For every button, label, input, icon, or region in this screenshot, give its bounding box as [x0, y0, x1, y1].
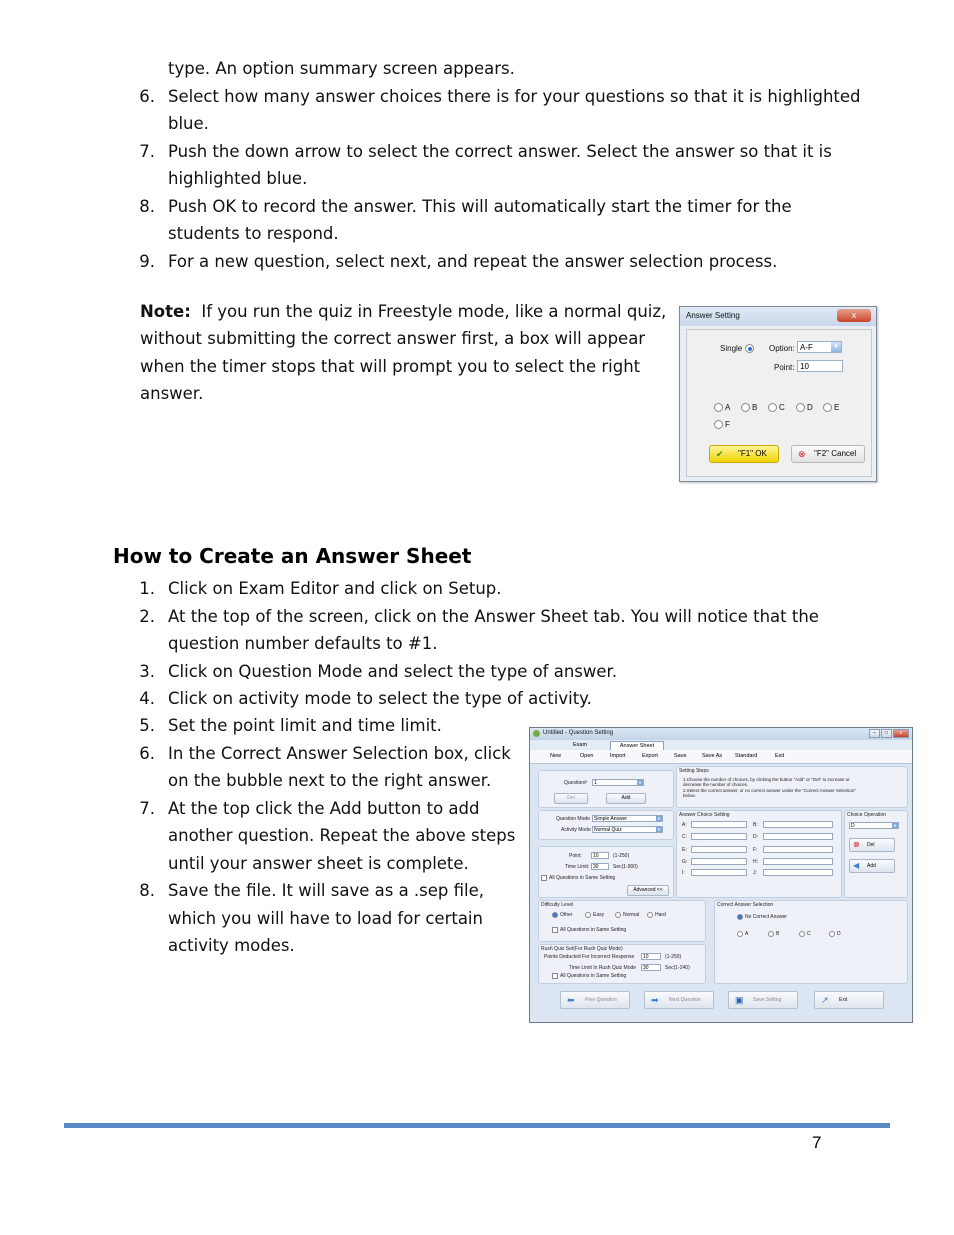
choice-input-d[interactable] [763, 833, 833, 840]
single-radio[interactable] [745, 344, 754, 353]
question-select[interactable] [592, 779, 644, 786]
step-text: Click on activity mode to select the type of activity. [168, 689, 592, 708]
step-text: another question. Repeat the above steps [168, 826, 516, 845]
correct-option: C [807, 931, 811, 937]
difficulty-option: Normal [623, 912, 640, 918]
setting-steps-line: decrease the number of choices. [683, 782, 749, 787]
choice-input-a[interactable] [691, 821, 747, 828]
arrow-left-icon: ◀ [853, 861, 860, 870]
correct-option: D [837, 931, 841, 937]
step-text: Select how many answer choices there is for your questions so that it is highlighted [168, 87, 861, 106]
all-same-label: All Questions in Same Setting [549, 875, 616, 881]
rush-time-input[interactable]: 30 [641, 964, 661, 971]
difficulty-title: Difficulty Level [541, 902, 574, 908]
dialog-body [686, 329, 872, 477]
arrow-right-icon: ➡ [651, 995, 659, 1005]
step-text: activity modes. [168, 936, 295, 955]
menu-new[interactable]: New [550, 753, 562, 759]
answer-choice-title: Answer Choice Setting [679, 812, 730, 818]
rush-time-label: Time Limit In Rush Quiz Mode [569, 965, 637, 971]
choice-radio-b[interactable] [741, 403, 750, 412]
choice-op-select[interactable] [849, 822, 899, 829]
step-text: Save the file. It will save as a .sep file, [168, 881, 485, 900]
step-text: In the Correct Answer Selection box, click [168, 744, 511, 763]
step-text: question number defaults to #1. [168, 634, 438, 653]
step-number: 2. [139, 607, 155, 626]
note-line: when the timer stops that will prompt you to select the right [140, 357, 641, 376]
window-title-bar [530, 728, 912, 740]
setting-steps-line: 1.Choose the number of choices, by clicking the button "Add" or "Del" to increase or [683, 777, 850, 782]
activity-mode-select[interactable] [592, 826, 663, 833]
choice-input-h[interactable] [763, 858, 833, 865]
difficulty-all-same-checkbox[interactable] [552, 927, 558, 933]
step-text: on the bubble next to the right answer. [168, 771, 492, 790]
option-select[interactable] [797, 341, 842, 353]
minimize-icon[interactable]: – [869, 729, 880, 738]
all-same-checkbox[interactable] [541, 875, 547, 881]
menu-save-as[interactable]: Save As [702, 753, 723, 759]
no-correct-radio[interactable] [737, 914, 743, 920]
choice-radio-d[interactable] [796, 403, 805, 412]
choice-letter: A: [682, 822, 687, 828]
question-value: 1 [594, 780, 597, 786]
advanced-button[interactable]: Advanced << [627, 885, 669, 896]
note-line: answer. [140, 384, 204, 403]
question-mode-label: Question Mode [556, 816, 590, 822]
step-number: 6. [139, 744, 155, 763]
next-question-button[interactable] [644, 991, 714, 1009]
maximize-icon[interactable]: □ [881, 729, 892, 738]
difficulty-option: Other [560, 912, 573, 918]
step-text: which you will have to load for certain [168, 909, 483, 928]
correct-answer-panel [714, 900, 908, 984]
menu-exit[interactable]: Exit [775, 753, 785, 759]
setting-steps-title: Setting Steps [679, 768, 709, 774]
choice-label: C [779, 403, 785, 412]
window-controls [869, 729, 909, 738]
note-label: Note: [140, 302, 191, 321]
save-setting-button[interactable] [728, 991, 798, 1009]
single-label: Single [720, 344, 743, 353]
menu-open[interactable]: Open [580, 753, 594, 759]
point-label: Point: [569, 853, 582, 859]
save-icon: ▣ [735, 995, 744, 1005]
page-number: 7 [812, 1133, 822, 1152]
difficulty-radio-hard[interactable] [647, 912, 653, 918]
choice-letter: J: [753, 870, 757, 876]
chevron-down-icon[interactable]: ▼ [657, 827, 661, 832]
step-number: 8. [139, 881, 155, 900]
menu-standard[interactable]: Standard [735, 753, 758, 759]
close-icon[interactable]: x [893, 729, 909, 738]
prev-question-button[interactable] [560, 991, 630, 1009]
choice-input-g[interactable] [691, 858, 747, 865]
choice-letter: I: [682, 870, 685, 876]
chevron-down-icon[interactable]: ▼ [893, 823, 897, 828]
difficulty-radio-easy[interactable] [585, 912, 591, 918]
correct-radio-c[interactable] [799, 931, 805, 937]
choice-label: D [807, 403, 813, 412]
step-number: 7. [139, 142, 155, 161]
step-text: For a new question, select next, and repeat the answer selection process. [168, 252, 778, 271]
choice-label: A [725, 403, 731, 412]
answer-setting-dialog [679, 306, 877, 482]
choice-add-label: Add [867, 863, 876, 869]
choice-input-i[interactable] [691, 869, 747, 876]
menu-import[interactable]: Import [610, 753, 626, 759]
step-text: highlighted blue. [168, 169, 308, 188]
difficulty-all-same-label: All Questions in Same Setting [560, 927, 627, 933]
rush-points-label: Points Deducted For Incorrect Response [544, 954, 635, 960]
option-label: Option: [769, 344, 795, 353]
difficulty-radio-normal[interactable] [615, 912, 621, 918]
step-text: At the top click the Add button to add [168, 799, 480, 818]
choice-label: E [834, 403, 840, 412]
choice-op-title: Choice Operation [847, 812, 886, 818]
correct-radio-d[interactable] [829, 931, 835, 937]
ok-label: "F1" OK [738, 449, 767, 458]
note-text: If you run the quiz in Freestyle mode, like a normal quiz, [201, 302, 667, 321]
exit-button[interactable] [814, 991, 884, 1009]
rush-points-input[interactable]: 10 [641, 953, 661, 960]
arrow-left-icon: ⬅ [567, 995, 575, 1005]
choice-radio-e[interactable] [823, 403, 832, 412]
time-limit-label: Time Limit: [565, 864, 590, 870]
rush-time-range: Sec(1-240) [665, 965, 690, 971]
step-text: blue. [168, 114, 209, 133]
app-logo-icon [533, 730, 540, 737]
chevron-down-icon[interactable]: ▼ [657, 816, 661, 821]
step-number: 3. [139, 662, 155, 681]
choice-del-label: Del [867, 842, 875, 848]
difficulty-option: Easy [593, 912, 605, 918]
mode-panel [538, 810, 674, 840]
step-text: Set the point limit and time limit. [168, 716, 442, 735]
menu-save[interactable]: Save [674, 753, 687, 759]
point-input[interactable]: 10 [797, 360, 843, 372]
tab-answer-sheet[interactable]: Answer Sheet [610, 741, 664, 751]
question-setting-window [529, 727, 913, 1023]
next-question-label: Next Question [669, 997, 701, 1003]
step-number: 1. [139, 579, 155, 598]
choice-letter: H: [753, 859, 758, 865]
choice-letter: B: [753, 822, 758, 828]
choice-operation-panel [844, 810, 908, 898]
rush-points-range: (1-250) [665, 954, 682, 960]
choice-letter: D: [753, 834, 758, 840]
footer-rule [64, 1123, 890, 1128]
step-text: until your answer sheet is complete. [168, 854, 469, 873]
tab-exam[interactable]: Exam [572, 742, 588, 748]
difficulty-option: Hard [655, 912, 666, 918]
point-time-panel [538, 846, 674, 898]
choice-del-button[interactable] [849, 838, 895, 852]
note-line [140, 302, 666, 322]
correct-answer-title: Correct Answer Selection [717, 902, 774, 908]
menu-export[interactable]: Export [642, 753, 658, 759]
close-icon[interactable]: x [837, 309, 871, 322]
section-heading: How to Create an Answer Sheet [113, 544, 472, 568]
option-value: A-F [800, 343, 813, 352]
correct-option: A [745, 931, 749, 937]
step-text: Click on Question Mode and select the type of answer. [168, 662, 618, 681]
question-panel [538, 770, 674, 808]
choice-letter: C: [682, 834, 687, 840]
choice-input-c[interactable] [691, 833, 747, 840]
choice-radio-f[interactable] [714, 420, 723, 429]
rush-all-same-checkbox[interactable] [552, 973, 558, 979]
setting-steps-line: 2.Select the correct answer, or no correct answer under the "Correct Answer Selection" [683, 788, 857, 793]
setting-steps-panel [676, 766, 908, 808]
step-text: At the top of the screen, click on the Answer Sheet tab. You will notice that the [168, 607, 819, 626]
step-number: 8. [139, 197, 155, 216]
dialog-title-bar [680, 307, 876, 326]
step-text: Click on Exam Editor and click on Setup. [168, 579, 502, 598]
question-label: Question# [564, 780, 587, 786]
step-text: Push OK to record the answer. This will automatically start the timer for the [168, 197, 792, 216]
delete-icon: ⊗ [853, 840, 860, 849]
chevron-down-icon[interactable]: ▼ [638, 780, 642, 785]
difficulty-radio-other[interactable] [552, 912, 558, 918]
choice-op-value: D [851, 823, 855, 829]
exit-label: Exit [839, 997, 848, 1003]
step-number: 7. [139, 799, 155, 818]
rush-quiz-panel [538, 944, 706, 984]
choice-letter: E: [682, 847, 687, 853]
save-setting-label: Save Setting [753, 997, 782, 1003]
ok-button[interactable] [709, 445, 779, 463]
chevron-down-icon[interactable]: ▼ [831, 342, 841, 352]
step-text: type. An option summary screen appears. [168, 59, 515, 78]
add-button[interactable]: Add [606, 793, 646, 804]
question-mode-value: Simple Answer [594, 816, 628, 822]
correct-radio-a[interactable] [737, 931, 743, 937]
checkmark-icon: ✔ [716, 449, 724, 459]
step-number: 4. [139, 689, 155, 708]
window-title: Untitled - Question Setting [543, 730, 614, 736]
tab-bar [530, 740, 912, 750]
setting-steps-line: below. [683, 793, 696, 798]
step-text: students to respond. [168, 224, 339, 243]
step-number: 5. [139, 716, 155, 735]
difficulty-panel [538, 900, 706, 942]
choice-input-j[interactable] [763, 869, 833, 876]
note-line: without submitting the correct answer first, a box will appear [140, 329, 646, 348]
dialog-title: Answer Setting [686, 311, 740, 320]
rush-all-same-label: All Questions in Same Setting [560, 973, 627, 979]
cancel-button[interactable] [791, 445, 865, 463]
point-label: Point: [774, 363, 795, 372]
choice-input-b[interactable] [763, 821, 833, 828]
time-limit-input[interactable]: 30 [591, 863, 609, 870]
answer-choice-panel [676, 810, 842, 898]
menu-bar [530, 750, 912, 764]
exit-arrow-icon: ↗ [821, 995, 829, 1005]
step-number: 6. [139, 87, 155, 106]
time-range: Sec(1-900) [613, 864, 638, 870]
choice-label: F [725, 420, 730, 429]
rush-quiz-title: Rush Quiz Set(For Rush Quiz Mode) [541, 946, 623, 952]
question-mode-select[interactable] [592, 815, 663, 822]
activity-mode-value: Normal Quiz [594, 827, 622, 833]
no-correct-label: No Correct Answer [745, 914, 787, 920]
cancel-label: "F2" Cancel [814, 449, 857, 458]
choice-radio-a[interactable] [714, 403, 723, 412]
activity-mode-label: Activity Mode [561, 827, 591, 833]
choice-radio-c[interactable] [768, 403, 777, 412]
cancel-icon: ⊗ [798, 449, 806, 459]
step-number: 9. [139, 252, 155, 271]
point-input[interactable]: 10 [591, 852, 609, 859]
choice-input-f[interactable] [763, 846, 833, 853]
choice-input-e[interactable] [691, 846, 747, 853]
prev-question-label: Prev Question [585, 997, 617, 1003]
point-range: (1-250) [613, 853, 630, 859]
step-text: Push the down arrow to select the correct answer. Select the answer so that it is [168, 142, 832, 161]
choice-letter: G: [682, 859, 688, 865]
del-button[interactable]: Del [554, 793, 588, 804]
correct-radio-b[interactable] [768, 931, 774, 937]
choice-add-button[interactable] [849, 859, 895, 873]
choice-letter: F: [753, 847, 758, 853]
choice-label: B [752, 403, 758, 412]
correct-option: B [776, 931, 780, 937]
